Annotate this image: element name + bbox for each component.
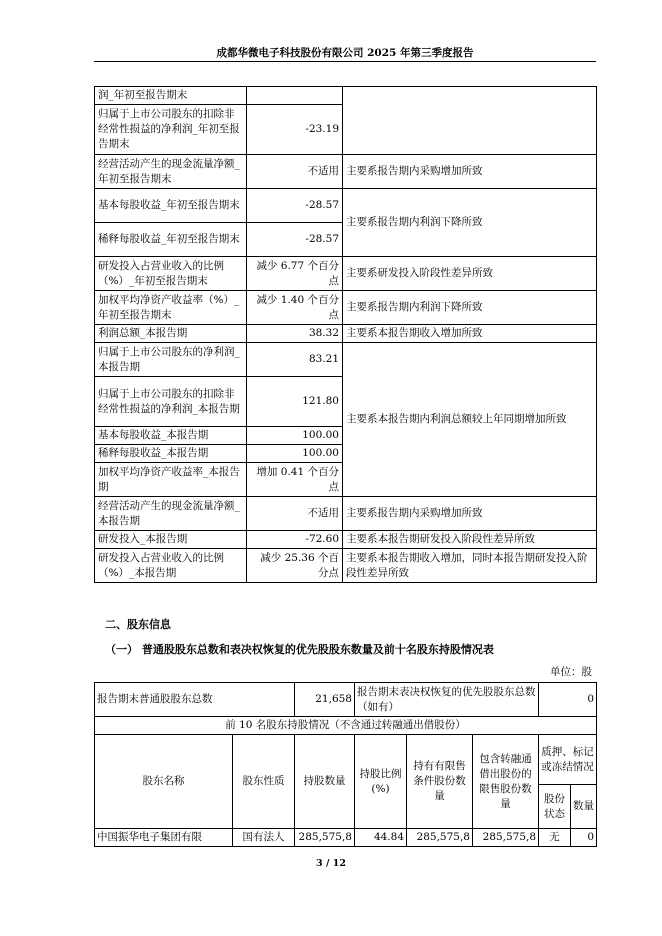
table-row <box>95 829 597 847</box>
table-row <box>95 189 597 223</box>
shareholder-table <box>94 682 597 847</box>
pref-holders-label: 报告期末表决权恢复的优先股股东总数（如有） <box>355 683 539 717</box>
item-cell: 研发投入占营业收入的比例（%）_本报告期 <box>95 549 247 583</box>
table-row <box>95 531 597 549</box>
item-cell: 润_年初至报告期末 <box>95 87 247 105</box>
col-header-restricted: 持有有限售条件股份数量 <box>407 735 473 829</box>
item-cell: 归属于上市公司股东的净利润_本报告期 <box>95 343 247 377</box>
value-cell: -23.19 <box>247 105 343 155</box>
holder-name: 中国振华电子集团有限 <box>95 829 233 847</box>
reason-cell: 主要系本报告期研发投入阶段性差异所致 <box>343 531 597 549</box>
item-cell: 利润总额_本报告期 <box>95 325 247 343</box>
item-cell: 经营活动产生的现金流量净额_本报告期 <box>95 497 247 531</box>
report-header: 成都华微电子科技股份有限公司 2025 年第三季度报告 <box>216 47 474 59</box>
value-cell: 100.00 <box>247 427 343 445</box>
table-row <box>95 325 597 343</box>
col-header-qty: 持股数量 <box>295 735 355 829</box>
reason-cell: 主要系本报告期收入增加所致 <box>343 325 597 343</box>
col-header-pledge-qty: 数量 <box>571 785 597 829</box>
table-row <box>95 343 597 377</box>
holder-pledge-status: 无 <box>539 829 571 847</box>
col-header-lending: 包含转融通借出股份的限售股份数量 <box>473 735 539 829</box>
reason-cell: 主要系报告期内采购增加所致 <box>343 155 597 189</box>
reason-cell: 主要系报告期内采购增加所致 <box>343 497 597 531</box>
holder-pledge-qty: 0 <box>571 829 597 847</box>
value-cell <box>247 87 343 105</box>
total-holders-value: 21,658 <box>295 683 355 717</box>
value-cell: 83.21 <box>247 343 343 377</box>
value-cell: -72.60 <box>247 531 343 549</box>
pref-holders-value: 0 <box>539 683 597 717</box>
item-cell: 基本每股收益_年初至报告期末 <box>95 189 247 223</box>
value-cell: -28.57 <box>247 223 343 257</box>
value-cell: 不适用 <box>247 155 343 189</box>
top10-caption: 前 10 名股东持股情况（不含通过转融通出借股份） <box>95 717 597 735</box>
value-cell: 121.80 <box>247 377 343 427</box>
col-header-ratio: 持股比例(%) <box>355 735 407 829</box>
value-cell: -28.57 <box>247 189 343 223</box>
item-cell: 归属于上市公司股东的扣除非经常性损益的净利润_年初至报告期末 <box>95 105 247 155</box>
item-cell: 归属于上市公司股东的扣除非经常性损益的净利润_本报告期 <box>95 377 247 427</box>
table-row <box>95 497 597 531</box>
holder-qty: 285,575,8 <box>295 829 355 847</box>
financial-change-table <box>94 86 597 583</box>
item-cell: 加权平均净资产收益率_本报告期 <box>95 463 247 497</box>
table-row <box>95 257 597 291</box>
table-row <box>95 683 597 717</box>
table-row <box>95 87 597 105</box>
value-cell: 增加 0.41 个百分点 <box>247 463 343 497</box>
item-cell: 稀释每股收益_年初至报告期末 <box>95 223 247 257</box>
holder-nature: 国有法人 <box>233 829 295 847</box>
reason-cell <box>343 87 597 155</box>
table-row <box>95 717 597 735</box>
item-cell: 经营活动产生的现金流量净额_年初至报告期末 <box>95 155 247 189</box>
holder-lending: 285,575,8 <box>473 829 539 847</box>
table-row <box>95 549 597 583</box>
item-cell: 研发投入占营业收入的比例（%）_年初至报告期末 <box>95 257 247 291</box>
header-rule <box>94 61 596 62</box>
item-cell: 研发投入_本报告期 <box>95 531 247 549</box>
holder-ratio: 44.84 <box>355 829 407 847</box>
unit-label: 单位：股 <box>550 666 592 678</box>
col-header-name: 股东名称 <box>95 735 233 829</box>
subsection-title: （一） 普通股股东总数和表决权恢复的优先股股东数量及前十名股东持股情况表 <box>105 643 494 656</box>
reason-cell: 主要系报告期内利润下降所致 <box>343 189 597 257</box>
table-row <box>95 155 597 189</box>
reason-cell: 主要系研发投入阶段性差异所致 <box>343 257 597 291</box>
col-header-pledge: 质押、标记或冻结情况 <box>539 735 597 785</box>
col-header-nature: 股东性质 <box>233 735 295 829</box>
value-cell: 100.00 <box>247 445 343 463</box>
item-cell: 基本每股收益_本报告期 <box>95 427 247 445</box>
reason-cell: 主要系报告期内利润下降所致 <box>343 291 597 325</box>
value-cell: 不适用 <box>247 497 343 531</box>
total-holders-label: 报告期末普通股股东总数 <box>95 683 295 717</box>
item-cell: 稀释每股收益_本报告期 <box>95 445 247 463</box>
section-title: 二、股东信息 <box>105 618 171 631</box>
table-header-row <box>95 735 597 785</box>
value-cell: 减少 6.77 个百分点 <box>247 257 343 291</box>
col-header-pledge-status: 股份状态 <box>539 785 571 829</box>
value-cell: 38.32 <box>247 325 343 343</box>
value-cell: 减少 25.36 个百分点 <box>247 549 343 583</box>
reason-cell: 主要系本报告期收入增加，同时本报告期研发投入阶段性差异所致 <box>343 549 597 583</box>
reason-cell: 主要系本报告期内利润总额较上年同期增加所致 <box>343 343 597 497</box>
holder-restricted: 285,575,8 <box>407 829 473 847</box>
table-row <box>95 291 597 325</box>
page-number: 3 / 12 <box>316 858 346 869</box>
item-cell: 加权平均净资产收益率（%）_年初至报告期末 <box>95 291 247 325</box>
value-cell: 减少 1.40 个百分点 <box>247 291 343 325</box>
